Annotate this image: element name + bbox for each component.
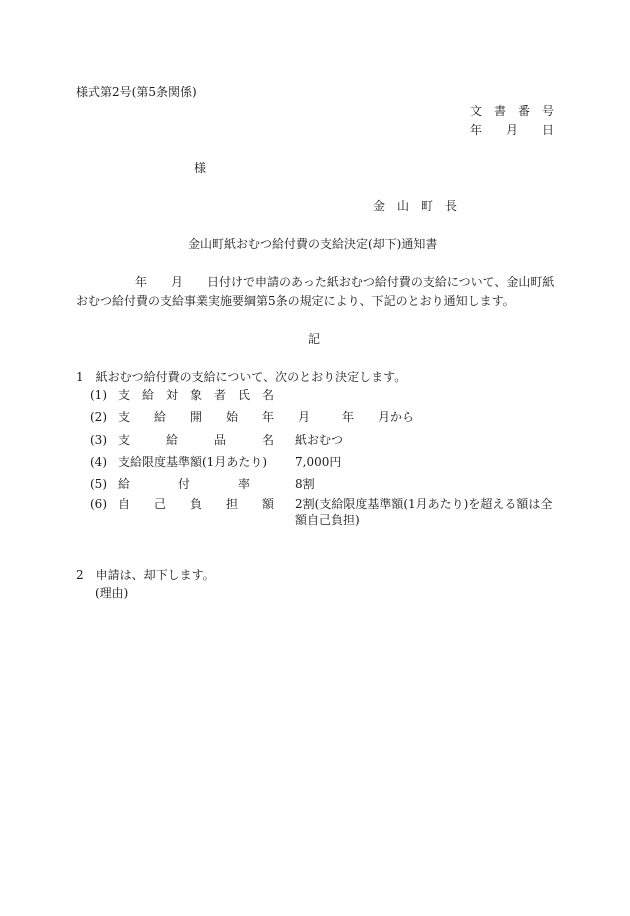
section1-heading: 1 紙おむつ給付費の支給について、次のとおり決定します。 [76, 370, 407, 384]
item-value: 8割 [295, 477, 315, 491]
item-number: (1) [90, 388, 107, 402]
item-value: 紙おむつ [295, 433, 344, 447]
item-value-line-2: 額自己負担) [295, 513, 360, 527]
item-value: 7,000円 [295, 455, 342, 469]
reason-label: (理由) [95, 586, 129, 600]
intro-line-1: 年 月 日付けで申請のあった紙おむつ給付費の支給について、金山町紙 [135, 275, 555, 289]
item-number: (4) [90, 455, 107, 469]
item-number: (5) [90, 477, 107, 491]
item-value: 年 月から [342, 410, 415, 424]
item-label: 給 付 率 [118, 477, 251, 491]
document-title: 金山町紙おむつ給付費の支給決定(却下)通知書 [188, 237, 438, 251]
list-item [0, 389, 630, 403]
section2-heading: 2 申請は、却下します。 [76, 568, 215, 582]
date-label: 年 月 日 [470, 123, 555, 137]
item-number: (3) [90, 433, 107, 447]
form-number: 様式第2号(第5条関係) [76, 85, 197, 99]
list-item [0, 478, 630, 492]
list-item [0, 498, 630, 530]
document-number-label: 文 書 番 号 [470, 104, 555, 118]
sender-title: 金 山 町 長 [373, 199, 458, 213]
item-label: 自 己 負 担 額 [118, 497, 275, 511]
item-value-line-1: 2割(支給限度基準額(1月あたり)を超える額は全 [295, 497, 553, 511]
list-item [0, 411, 630, 425]
item-number: (6) [90, 497, 107, 511]
item-label: 支 給 対 象 者 氏 名 [118, 388, 275, 402]
item-number: (2) [90, 410, 107, 424]
ki-marker: 記 [308, 332, 321, 346]
addressee-honorific: 様 [194, 161, 207, 175]
list-item [0, 456, 630, 470]
item-label: 支 給 開 始 年 月 [118, 410, 311, 424]
item-label: 支給限度基準額(1月あたり) [118, 455, 267, 469]
item-label: 支 給 品 名 [118, 433, 275, 447]
list-item [0, 434, 630, 448]
intro-line-2: おむつ給付費の支給事業実施要綱第5条の規定により、下記のとおり通知します。 [76, 294, 515, 308]
